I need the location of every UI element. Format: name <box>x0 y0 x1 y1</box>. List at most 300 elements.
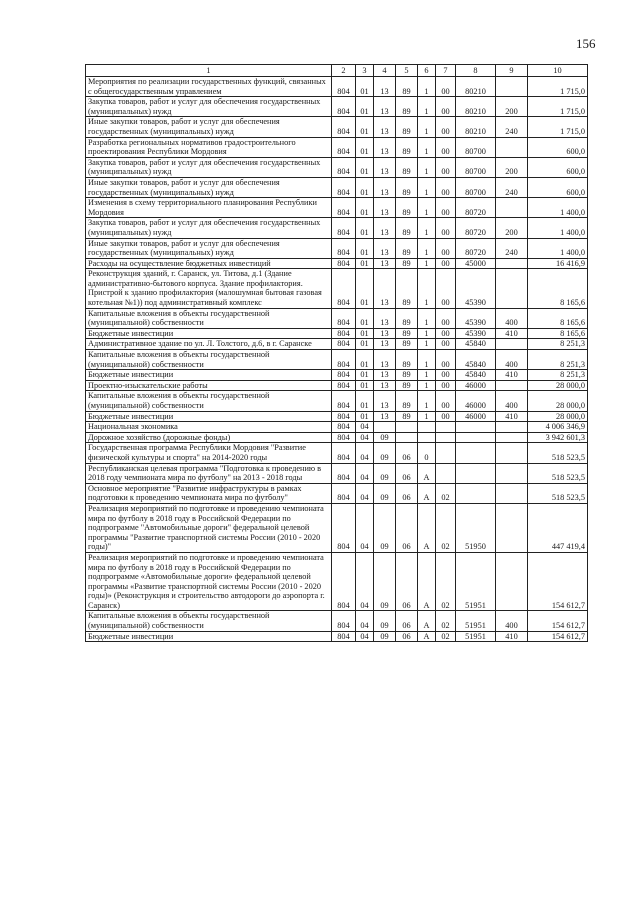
table-row <box>86 218 588 238</box>
code-cell-c7: 00 <box>436 77 456 97</box>
code-cell-c4: 13 <box>374 117 396 137</box>
code-cell-c7: 00 <box>436 308 456 328</box>
header-cell: 9 <box>496 65 528 77</box>
row-name: Капитальные вложения в объекты государственной (муниципальной) собственности <box>86 308 332 328</box>
header-cell: 8 <box>456 65 496 77</box>
code-cell-c4: 09 <box>374 432 396 443</box>
code-cell-c6: 1 <box>418 258 436 269</box>
code-cell-c9 <box>496 552 528 611</box>
code-cell-c6: 1 <box>418 77 436 97</box>
table-row <box>86 328 588 339</box>
code-cell-c2: 804 <box>332 483 356 503</box>
row-name: Мероприятия по реализации государственных функций, связанных с общегосударственным управлением <box>86 77 332 97</box>
code-cell-c4: 13 <box>374 97 396 117</box>
code-cell-c2: 804 <box>332 137 356 157</box>
header-cell: 1 <box>86 65 332 77</box>
code-cell-c5: 89 <box>396 391 418 411</box>
code-cell-c5 <box>396 422 418 433</box>
amount-cell: 8 251,3 <box>528 370 588 381</box>
row-name: Изменения в схему территориального планирования Республики Мордовия <box>86 198 332 218</box>
code-cell-c5: 89 <box>396 97 418 117</box>
code-cell-c5: 06 <box>396 483 418 503</box>
code-cell-c7: 02 <box>436 611 456 631</box>
table-row <box>86 269 588 308</box>
code-cell-c8 <box>456 432 496 443</box>
code-cell-c2: 804 <box>332 177 356 197</box>
table-row <box>86 177 588 197</box>
code-cell-c9: 410 <box>496 411 528 422</box>
code-cell-c2: 804 <box>332 422 356 433</box>
code-cell-c7: 00 <box>436 258 456 269</box>
table-row <box>86 380 588 391</box>
header-cell: 7 <box>436 65 456 77</box>
code-cell-c7: 00 <box>436 137 456 157</box>
code-cell-c3: 01 <box>356 177 374 197</box>
code-cell-c7: 00 <box>436 177 456 197</box>
code-cell-c8: 80210 <box>456 77 496 97</box>
row-name: Закупка товаров, работ и услуг для обеспечения государственных (муниципальных) нужд <box>86 157 332 177</box>
code-cell-c6: 1 <box>418 339 436 350</box>
amount-cell: 16 416,9 <box>528 258 588 269</box>
code-cell-c8 <box>456 443 496 463</box>
row-name: Закупка товаров, работ и услуг для обеспечения государственных (муниципальных) нужд <box>86 218 332 238</box>
table-row <box>86 350 588 370</box>
code-cell-c3: 01 <box>356 137 374 157</box>
code-cell-c8: 45840 <box>456 370 496 381</box>
code-cell-c8: 51951 <box>456 631 496 642</box>
code-cell-c4: 13 <box>374 308 396 328</box>
code-cell-c6: 1 <box>418 218 436 238</box>
code-cell-c9 <box>496 258 528 269</box>
code-cell-c9: 200 <box>496 157 528 177</box>
table-row <box>86 483 588 503</box>
code-cell-c2: 804 <box>332 308 356 328</box>
table-row <box>86 631 588 642</box>
code-cell-c8: 51950 <box>456 503 496 552</box>
code-cell-c9: 240 <box>496 238 528 258</box>
code-cell-c7: 00 <box>436 269 456 308</box>
page-number: 156 <box>576 36 596 51</box>
code-cell-c5: 89 <box>396 339 418 350</box>
table-row <box>86 137 588 157</box>
code-cell-c5: 89 <box>396 328 418 339</box>
row-name: Разработка региональных нормативов градостроительного проектирования Республики Мордовия <box>86 137 332 157</box>
row-name: Иные закупки товаров, работ и услуг для обеспечения государственных (муниципальных) нужд <box>86 238 332 258</box>
code-cell-c9 <box>496 432 528 443</box>
code-cell-c2: 804 <box>332 77 356 97</box>
amount-cell: 447 419,4 <box>528 503 588 552</box>
code-cell-c2: 804 <box>332 552 356 611</box>
code-cell-c8: 80210 <box>456 97 496 117</box>
row-name: Иные закупки товаров, работ и услуг для обеспечения государственных (муниципальных) нужд <box>86 177 332 197</box>
row-name: Основное мероприятие "Развитие инфраструктуры в рамках подготовки к проведению чемпионата мира по футболу" <box>86 483 332 503</box>
code-cell-c4: 13 <box>374 258 396 269</box>
amount-cell: 28 000,0 <box>528 391 588 411</box>
amount-cell: 518 523,5 <box>528 463 588 483</box>
code-cell-c4: 13 <box>374 137 396 157</box>
code-cell-c9 <box>496 198 528 218</box>
header-cell: 6 <box>418 65 436 77</box>
code-cell-c5: 89 <box>396 350 418 370</box>
code-cell-c6: А <box>418 611 436 631</box>
code-cell-c9 <box>496 269 528 308</box>
code-cell-c3: 01 <box>356 339 374 350</box>
code-cell-c7: 00 <box>436 328 456 339</box>
code-cell-c4: 09 <box>374 552 396 611</box>
code-cell-c2: 804 <box>332 97 356 117</box>
code-cell-c2: 804 <box>332 157 356 177</box>
row-name: Бюджетные инвестиции <box>86 411 332 422</box>
code-cell-c3: 01 <box>356 370 374 381</box>
code-cell-c5: 89 <box>396 198 418 218</box>
code-cell-c5: 89 <box>396 77 418 97</box>
code-cell-c4: 13 <box>374 370 396 381</box>
code-cell-c5: 89 <box>396 117 418 137</box>
table-row <box>86 77 588 97</box>
code-cell-c6: А <box>418 483 436 503</box>
code-cell-c8: 45390 <box>456 269 496 308</box>
code-cell-c5 <box>396 432 418 443</box>
table-row <box>86 308 588 328</box>
code-cell-c8: 46000 <box>456 411 496 422</box>
row-name: Бюджетные инвестиции <box>86 370 332 381</box>
code-cell-c5: 89 <box>396 177 418 197</box>
code-cell-c6: 1 <box>418 350 436 370</box>
header-cell: 10 <box>528 65 588 77</box>
code-cell-c3: 01 <box>356 238 374 258</box>
code-cell-c4: 13 <box>374 339 396 350</box>
code-cell-c6 <box>418 432 436 443</box>
code-cell-c2: 804 <box>332 269 356 308</box>
code-cell-c2: 804 <box>332 432 356 443</box>
code-cell-c6: 1 <box>418 269 436 308</box>
code-cell-c2: 804 <box>332 258 356 269</box>
code-cell-c9: 400 <box>496 391 528 411</box>
table-row <box>86 258 588 269</box>
code-cell-c2: 804 <box>332 503 356 552</box>
code-cell-c7: 00 <box>436 97 456 117</box>
amount-cell: 600,0 <box>528 157 588 177</box>
code-cell-c6: А <box>418 631 436 642</box>
code-cell-c6: А <box>418 552 436 611</box>
code-cell-c9 <box>496 483 528 503</box>
table-row <box>86 463 588 483</box>
code-cell-c6: 1 <box>418 157 436 177</box>
code-cell-c8: 51951 <box>456 552 496 611</box>
row-name: Национальная экономика <box>86 422 332 433</box>
code-cell-c2: 804 <box>332 218 356 238</box>
amount-cell: 1 715,0 <box>528 117 588 137</box>
code-cell-c2: 804 <box>332 631 356 642</box>
code-cell-c2: 804 <box>332 117 356 137</box>
table-row <box>86 422 588 433</box>
code-cell-c3: 01 <box>356 411 374 422</box>
table-row <box>86 97 588 117</box>
row-name: Реализация мероприятий по подготовке и проведению чемпионата мира по футболу в 2018 году в Российской Федерации по подпрограмме "Автомобильные дороги" федеральной целевой программы "Развитие транспортной системы России (2010 - 2020 годы)" <box>86 503 332 552</box>
table-row <box>86 238 588 258</box>
code-cell-c5: 89 <box>396 157 418 177</box>
code-cell-c6: А <box>418 463 436 483</box>
code-cell-c4: 13 <box>374 350 396 370</box>
code-cell-c3: 04 <box>356 422 374 433</box>
code-cell-c8: 80720 <box>456 218 496 238</box>
row-name: Капитальные вложения в объекты государственной (муниципальной) собственности <box>86 350 332 370</box>
code-cell-c5: 89 <box>396 380 418 391</box>
code-cell-c9: 400 <box>496 350 528 370</box>
code-cell-c7: 00 <box>436 350 456 370</box>
code-cell-c6 <box>418 422 436 433</box>
row-name: Закупка товаров, работ и услуг для обеспечения государственных (муниципальных) нужд <box>86 97 332 117</box>
code-cell-c8 <box>456 422 496 433</box>
code-cell-c7: 00 <box>436 411 456 422</box>
header-cell: 2 <box>332 65 356 77</box>
code-cell-c7 <box>436 432 456 443</box>
code-cell-c3: 01 <box>356 258 374 269</box>
code-cell-c4: 13 <box>374 198 396 218</box>
table-row <box>86 432 588 443</box>
code-cell-c2: 804 <box>332 370 356 381</box>
code-cell-c2: 804 <box>332 611 356 631</box>
code-cell-c6: 1 <box>418 308 436 328</box>
code-cell-c3: 01 <box>356 77 374 97</box>
code-cell-c4: 09 <box>374 631 396 642</box>
code-cell-c8: 80700 <box>456 137 496 157</box>
amount-cell: 8 251,3 <box>528 339 588 350</box>
code-cell-c7: 00 <box>436 339 456 350</box>
code-cell-c5: 89 <box>396 137 418 157</box>
header-cell: 3 <box>356 65 374 77</box>
code-cell-c2: 804 <box>332 391 356 411</box>
code-cell-c9: 400 <box>496 308 528 328</box>
code-cell-c5: 06 <box>396 463 418 483</box>
row-name: Бюджетные инвестиции <box>86 328 332 339</box>
code-cell-c9: 410 <box>496 328 528 339</box>
table-row <box>86 611 588 631</box>
code-cell-c7: 00 <box>436 238 456 258</box>
code-cell-c9 <box>496 443 528 463</box>
code-cell-c9: 200 <box>496 218 528 238</box>
code-cell-c2: 804 <box>332 443 356 463</box>
code-cell-c3: 01 <box>356 380 374 391</box>
code-cell-c7 <box>436 443 456 463</box>
code-cell-c4: 09 <box>374 503 396 552</box>
code-cell-c5: 06 <box>396 552 418 611</box>
row-name: Иные закупки товаров, работ и услуг для обеспечения государственных (муниципальных) нужд <box>86 117 332 137</box>
code-cell-c8: 80210 <box>456 117 496 137</box>
code-cell-c9: 200 <box>496 97 528 117</box>
amount-cell: 1 400,0 <box>528 238 588 258</box>
code-cell-c9: 240 <box>496 117 528 137</box>
code-cell-c3: 04 <box>356 432 374 443</box>
table-row <box>86 339 588 350</box>
table-row <box>86 370 588 381</box>
row-name: Расходы на осуществление бюджетных инвестиций <box>86 258 332 269</box>
code-cell-c2: 804 <box>332 411 356 422</box>
code-cell-c2: 804 <box>332 328 356 339</box>
code-cell-c8: 46000 <box>456 391 496 411</box>
code-cell-c8 <box>456 483 496 503</box>
code-cell-c3: 04 <box>356 611 374 631</box>
amount-cell: 28 000,0 <box>528 411 588 422</box>
code-cell-c4: 13 <box>374 380 396 391</box>
code-cell-c4: 09 <box>374 463 396 483</box>
code-cell-c7: 02 <box>436 503 456 552</box>
row-name: Бюджетные инвестиции <box>86 631 332 642</box>
row-name: Республиканская целевая программа "Подготовка к проведению в 2018 году чемпионата мира по футболу" на 2013 - 2018 годы <box>86 463 332 483</box>
code-cell-c3: 01 <box>356 328 374 339</box>
code-cell-c3: 04 <box>356 503 374 552</box>
code-cell-c7: 02 <box>436 631 456 642</box>
amount-cell: 4 006 346,9 <box>528 422 588 433</box>
code-cell-c9: 240 <box>496 177 528 197</box>
row-name: Административное здание по ул. Л. Толстого, д.6, в г. Саранске <box>86 339 332 350</box>
code-cell-c4: 13 <box>374 77 396 97</box>
code-cell-c6: 1 <box>418 177 436 197</box>
code-cell-c5: 89 <box>396 218 418 238</box>
table-row <box>86 443 588 463</box>
code-cell-c2: 804 <box>332 380 356 391</box>
header-cell: 5 <box>396 65 418 77</box>
code-cell-c6: 1 <box>418 391 436 411</box>
code-cell-c9: 400 <box>496 611 528 631</box>
amount-cell: 154 612,7 <box>528 552 588 611</box>
amount-cell: 3 942 601,3 <box>528 432 588 443</box>
code-cell-c9 <box>496 503 528 552</box>
amount-cell: 518 523,5 <box>528 483 588 503</box>
amount-cell: 1 400,0 <box>528 218 588 238</box>
row-name: Государственная программа Республики Мордовия "Развитие физической культуры и спорта" на 2014-2020 годы <box>86 443 332 463</box>
row-name: Проектно-изыскательские работы <box>86 380 332 391</box>
code-cell-c4: 13 <box>374 218 396 238</box>
code-cell-c5: 89 <box>396 308 418 328</box>
code-cell-c5: 89 <box>396 238 418 258</box>
amount-cell: 600,0 <box>528 177 588 197</box>
code-cell-c6: 1 <box>418 380 436 391</box>
table-row <box>86 157 588 177</box>
code-cell-c9 <box>496 77 528 97</box>
code-cell-c5: 06 <box>396 443 418 463</box>
code-cell-c3: 04 <box>356 552 374 611</box>
code-cell-c6: 1 <box>418 328 436 339</box>
code-cell-c7 <box>436 422 456 433</box>
amount-cell: 518 523,5 <box>528 443 588 463</box>
code-cell-c9 <box>496 463 528 483</box>
code-cell-c4: 09 <box>374 443 396 463</box>
code-cell-c8: 80720 <box>456 198 496 218</box>
code-cell-c6: 1 <box>418 117 436 137</box>
code-cell-c2: 804 <box>332 350 356 370</box>
amount-cell: 8 165,6 <box>528 308 588 328</box>
code-cell-c3: 01 <box>356 269 374 308</box>
code-cell-c7: 00 <box>436 391 456 411</box>
table-row <box>86 198 588 218</box>
code-cell-c7: 00 <box>436 380 456 391</box>
code-cell-c9 <box>496 339 528 350</box>
code-cell-c6: 1 <box>418 137 436 157</box>
code-cell-c5: 89 <box>396 258 418 269</box>
amount-cell: 1 715,0 <box>528 97 588 117</box>
code-cell-c6: А <box>418 503 436 552</box>
code-cell-c8: 80700 <box>456 157 496 177</box>
code-cell-c3: 01 <box>356 308 374 328</box>
code-cell-c8: 80700 <box>456 177 496 197</box>
code-cell-c9: 410 <box>496 370 528 381</box>
code-cell-c8: 45840 <box>456 339 496 350</box>
code-cell-c7: 00 <box>436 157 456 177</box>
code-cell-c8: 80720 <box>456 238 496 258</box>
amount-cell: 154 612,7 <box>528 611 588 631</box>
amount-cell: 600,0 <box>528 137 588 157</box>
code-cell-c7: 02 <box>436 552 456 611</box>
code-cell-c7: 00 <box>436 370 456 381</box>
header-cell: 4 <box>374 65 396 77</box>
code-cell-c5: 89 <box>396 370 418 381</box>
code-cell-c2: 804 <box>332 238 356 258</box>
row-name: Реализация мероприятий по подготовке и проведению чемпионата мира по футболу в 2018 году в Российской Федерации по подпрограмме «Автомобильные дороги» федеральной целевой программы «Развитие транспортной системы России (2010 - 2020 годы)» (Реконструкция и строительство автодороги до аэропорта г. Саранск) <box>86 552 332 611</box>
header-row <box>86 65 588 77</box>
code-cell-c2: 804 <box>332 198 356 218</box>
code-cell-c7: 02 <box>436 483 456 503</box>
code-cell-c5: 06 <box>396 611 418 631</box>
code-cell-c5: 89 <box>396 411 418 422</box>
code-cell-c4: 09 <box>374 611 396 631</box>
code-cell-c8: 45000 <box>456 258 496 269</box>
code-cell-c4: 13 <box>374 269 396 308</box>
table-row <box>86 117 588 137</box>
code-cell-c7 <box>436 463 456 483</box>
code-cell-c4: 13 <box>374 328 396 339</box>
code-cell-c3: 01 <box>356 97 374 117</box>
table-row <box>86 391 588 411</box>
code-cell-c6: 1 <box>418 238 436 258</box>
amount-cell: 1 400,0 <box>528 198 588 218</box>
amount-cell: 8 251,3 <box>528 350 588 370</box>
code-cell-c7: 00 <box>436 218 456 238</box>
budget-table <box>85 64 588 642</box>
code-cell-c7: 00 <box>436 198 456 218</box>
amount-cell: 8 165,6 <box>528 328 588 339</box>
amount-cell: 8 165,6 <box>528 269 588 308</box>
row-name: Реконструкция зданий, г. Саранск, ул. Титова, д.1 (Здание административно-бытового корпуса. Здание профилактория. Пристрой к зданию профилактория (малошумная бытовая газовая котельная №1)) под административный комплекс <box>86 269 332 308</box>
code-cell-c8: 51951 <box>456 611 496 631</box>
code-cell-c2: 804 <box>332 463 356 483</box>
code-cell-c9 <box>496 380 528 391</box>
code-cell-c4 <box>374 422 396 433</box>
code-cell-c3: 04 <box>356 463 374 483</box>
table-row <box>86 411 588 422</box>
code-cell-c3: 04 <box>356 631 374 642</box>
code-cell-c3: 01 <box>356 198 374 218</box>
code-cell-c8: 45390 <box>456 328 496 339</box>
row-name: Капитальные вложения в объекты государственной (муниципальной) собственности <box>86 391 332 411</box>
code-cell-c2: 804 <box>332 339 356 350</box>
code-cell-c5: 06 <box>396 631 418 642</box>
table-row <box>86 503 588 552</box>
code-cell-c3: 01 <box>356 350 374 370</box>
code-cell-c3: 01 <box>356 218 374 238</box>
amount-cell: 28 000,0 <box>528 380 588 391</box>
code-cell-c3: 01 <box>356 391 374 411</box>
code-cell-c5: 06 <box>396 503 418 552</box>
code-cell-c4: 13 <box>374 391 396 411</box>
code-cell-c4: 13 <box>374 238 396 258</box>
code-cell-c6: 0 <box>418 443 436 463</box>
code-cell-c5: 89 <box>396 269 418 308</box>
code-cell-c3: 04 <box>356 483 374 503</box>
code-cell-c8: 45390 <box>456 308 496 328</box>
code-cell-c9 <box>496 137 528 157</box>
code-cell-c7: 00 <box>436 117 456 137</box>
